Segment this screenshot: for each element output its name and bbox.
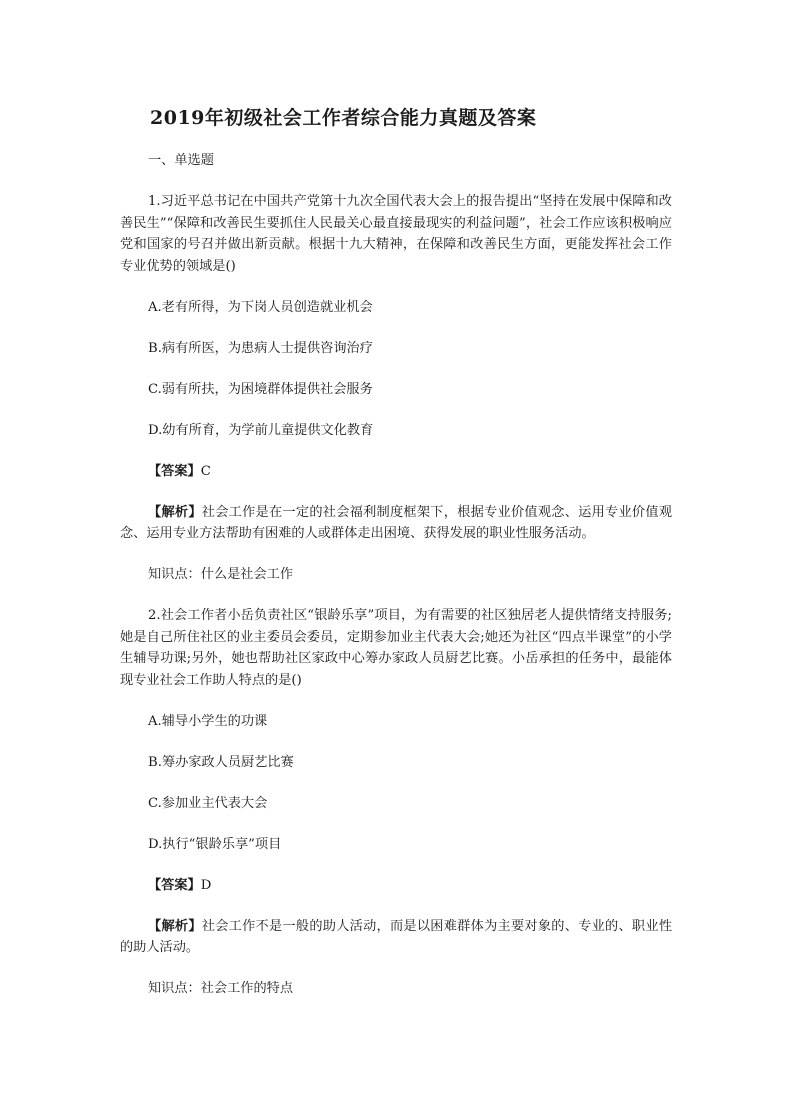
question-1-option-a: A.老有所得，为下岗人员创造就业机会	[148, 299, 373, 315]
analysis-label: 【解析】	[148, 504, 202, 520]
question-1-knowledge-point: 知识点：什么是社会工作	[148, 567, 294, 582]
question-2-option-b: B.筹办家政人员厨艺比赛	[148, 754, 294, 770]
question-2-analysis	[120, 916, 672, 959]
analysis-label: 【解析】	[148, 918, 202, 934]
question-2-knowledge-point: 知识点：社会工作的特点	[148, 981, 294, 996]
question-2-option-a: A.辅导小学生的功课	[148, 713, 268, 729]
answer-value: C	[200, 463, 211, 479]
question-2-answer	[120, 875, 672, 897]
question-1-answer	[120, 461, 672, 483]
analysis-text: 社会工作不是一般的助人活动，而是以困难群体为主要对象的、专业的、职业性的助人活动。	[120, 918, 673, 955]
question-1-analysis	[120, 502, 672, 545]
question-1-option-c: C.弱有所扶，为困境群体提供社会服务	[148, 381, 373, 397]
answer-label: 【答案】	[148, 463, 201, 479]
question-1-option-b: B.病有所医，为患病人士提供咨询治疗	[148, 340, 373, 356]
question-2-option-d: D.执行“银龄乐享”项目	[148, 836, 282, 852]
question-1-stem: 1.习近平总书记在中国共产党第十九次全国代表大会上的报告提出“坚持在发展中保障和改善民生”“保障和改善民生要抓住人民最关心最直接最现实的利益问题”，社会工作应该积极响应党和国家的号召并做出新贡献。根据十九大精神，在保障和改善民生方面，更能发挥社会工作专业优势的领域是()	[120, 194, 672, 274]
answer-value: D	[200, 877, 212, 893]
analysis-text: 社会工作是在一定的社会福利制度框架下，根据专业价值观念、运用专业价值观念、运用专业方法帮助有困难的人或群体走出困境、获得发展的职业性服务活动。	[120, 504, 673, 541]
question-1-option-d: D.幼有所育，为学前儿童提供文化教育	[148, 422, 374, 438]
document-body	[120, 150, 672, 1019]
section-heading: 一、单选题	[148, 153, 214, 168]
document-title: 2019年初级社会工作者综合能力真题及答案	[150, 107, 537, 129]
answer-label: 【答案】	[148, 877, 201, 893]
question-2-stem: 2.社会工作者小岳负责社区“银龄乐享”项目，为有需要的社区独居老人提供情绪支持服务;她是自己所住社区的业主委员会委员，定期参加业主代表大会;她还为社区“四点半课堂”的小学生辅导功课;另外，她也帮助社区家政中心筹办家政人员厨艺比赛。小岳承担的任务中，最能体现专业社会工作助人特点的是()	[120, 608, 672, 688]
question-2-option-c: C.参加业主代表大会	[148, 795, 268, 811]
